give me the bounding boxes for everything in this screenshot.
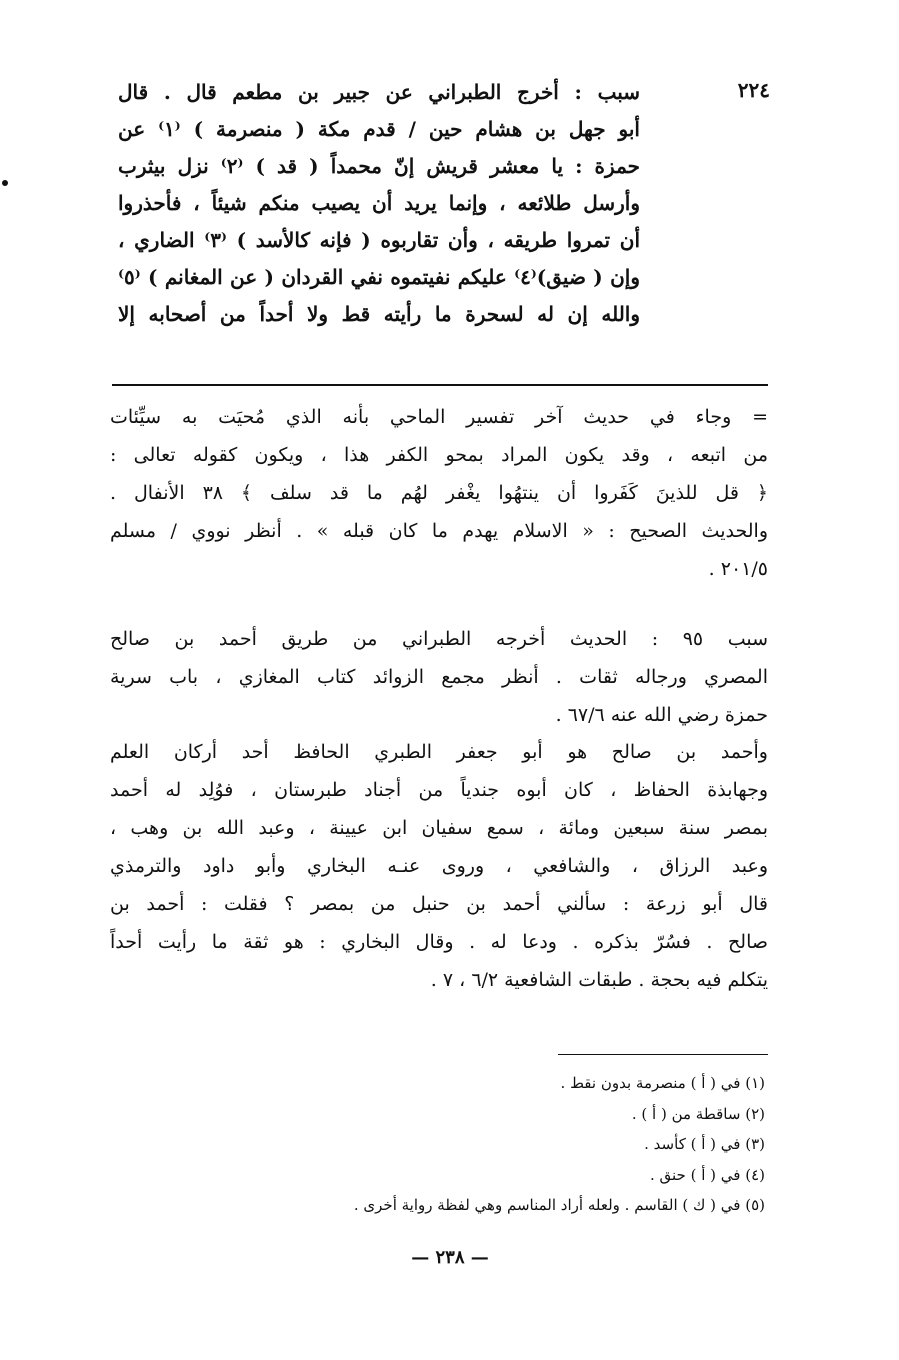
main-divider [112, 384, 768, 386]
footnote: (٢) ساقطة من ( أ ) . [631, 1104, 765, 1123]
commentary-line: قال أبو زرعة : سألني أحمد بن حنبل من بمصر ؟ فقلت : أحمد بن [110, 893, 768, 915]
main-text-line: وإن ( ضيق)⁽٤⁾ عليكم نفيتموه نفي القردان ( عن المغانم ) ⁽٥⁾ [118, 265, 640, 289]
footnote: (٣) في ( أ ) كأسد . [644, 1135, 765, 1153]
commentary-line: ٢٠١/٥ . [708, 558, 768, 580]
commentary-paragraph [110, 398, 768, 588]
commentary-line: يتكلم فيه بحجة . طبقات الشافعية ٦/٢ ، ٧ . [430, 969, 768, 991]
main-text-line: أن تمروا طريقه ، وأن تقاربوه ( فإنه كالأسد ) ⁽٣⁾ الضاري ، [118, 228, 640, 252]
footnote: (٥) في ( ك ) القاسم . ولعله أراد المناسم وهي لفظة رواية أخرى . [353, 1196, 765, 1214]
commentary-line: والحديث الصحيح : « الاسلام يهدم ما كان قبله » . أنظر نووي / مسلم [110, 520, 768, 542]
commentary-line: سبب ٩٥ : الحديث أخرجه الطبراني من طريق أحمد بن صالح [110, 628, 768, 650]
commentary-paragraph [110, 620, 768, 734]
commentary-line: وعبد الرزاق ، والشافعي ، وروى عنـه البخاري وأبو داود والترمذي [110, 855, 768, 877]
commentary-line: صالح . فسُرّ بذكره . ودعا له . وقال البخاري : هو ثقة ما رأيت أحداً [110, 931, 768, 953]
footnote-divider [558, 1054, 768, 1055]
page-number: — ٢٣٨ — [411, 1247, 489, 1268]
commentary-line: من اتبعه ، وقد يكون المراد بمحو الكفر هذا ، ويكون كقوله تعالى : [110, 444, 768, 466]
commentary-line: حمزة رضي الله عنه ٦٧/٦ . [555, 704, 768, 726]
commentary-line: وأحمد بن صالح هو أبو جعفر الطبري الحافظ أحد أركان العلم [110, 741, 768, 763]
commentary-line: ﴿ قل للذينَ كَفَروا أن ينتهُوا يغْفر لهُم ما قد سلف ﴾ ٣٨ الأنفال . [110, 482, 768, 504]
commentary-line: وجهابذة الحفاظ ، كان أبوه جندياً من أجناد طبرستان ، فوُلِد له أحمد [110, 779, 768, 801]
main-text-line: سبب : أخرج الطبراني عن جبير بن مطعم قال . قال [118, 80, 640, 104]
main-text-line: وأرسل طلائعه ، وإنما يريد أن يصيب منكم شيئاً ، فأحذروا [118, 191, 640, 215]
footnotes [250, 1068, 765, 1221]
main-text [118, 74, 640, 333]
footnote: (٤) في ( أ ) حنق . [649, 1165, 765, 1184]
margin-mark [2, 180, 8, 186]
commentary-line: المصري ورجاله ثقات . أنظر مجمع الزوائد كتاب المغازي ، باب سرية [110, 666, 768, 688]
commentary-line: بمصر سنة سبعين ومائة ، سمع سفيان ابن عيينة ، وعبد الله بن وهب ، [110, 817, 768, 839]
main-text-line: أبو جهل بن هشام حين / قدم مكة ( منصرمة ) ⁽١⁾ عن [118, 117, 640, 141]
main-text-line: حمزة : يا معشر قريش إنّ محمداً ( قد ) ⁽٢⁾ نزل بيثرب [118, 154, 641, 178]
main-text-line: والله إن له لسحرة ما رأيته قط ولا أحداً من أصحابه إلا [118, 302, 640, 326]
commentary-line: = وجاء في حديث آخر تفسير الماحي بأنه الذي مُحيَت به سيِّئات [110, 406, 768, 428]
footnote: (١) في ( أ ) منصرمة بدون نقط . [560, 1074, 765, 1092]
verse-number: ٢٢٤ [737, 78, 770, 102]
commentary-paragraph [110, 733, 768, 999]
